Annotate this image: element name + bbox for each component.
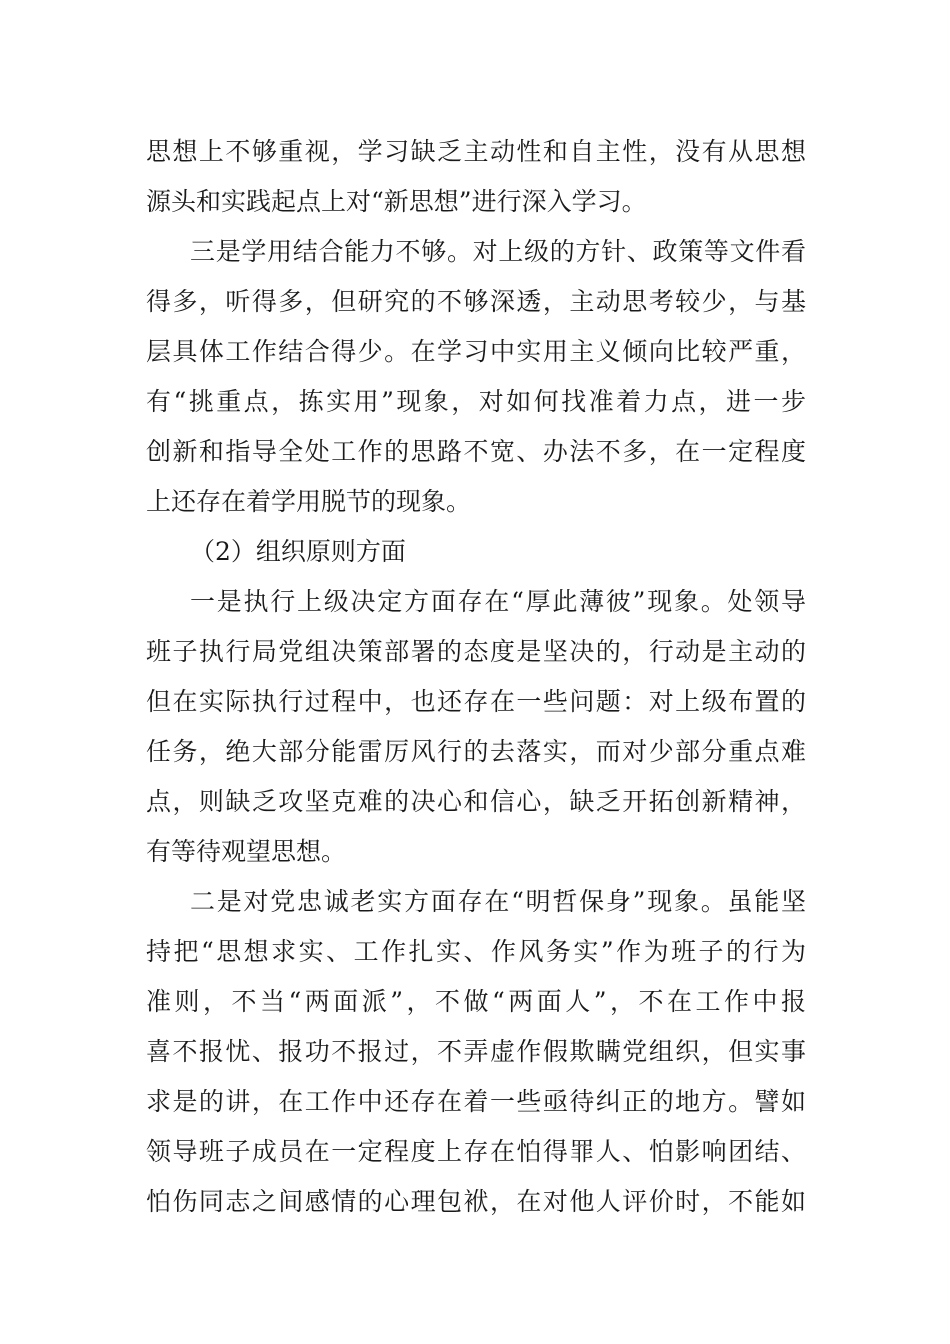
section-heading: （2）组织原则方面 <box>190 537 406 566</box>
text-line: 但在实际执行过程中，也还存在一些问题：对上级布置的 <box>146 687 806 716</box>
text-line: 创新和指导全处工作的思路不宽、办法不多，在一定程度 <box>146 437 806 466</box>
text-line: 求是的讲，在工作中还存在着一些亟待纠正的地方。譬如 <box>146 1087 806 1116</box>
text-line: 点，则缺乏攻坚克难的决心和信心，缺乏开拓创新精神， <box>146 787 806 816</box>
text-line: 得多，听得多，但研究的不够深透，主动思考较少，与基 <box>146 287 806 316</box>
paragraph-first-line: 二是对党忠诚老实方面存在“明哲保身”现象。虽能坚 <box>190 887 806 916</box>
text-line: 层具体工作结合得少。在学习中实用主义倾向比较严重， <box>146 337 806 366</box>
text-line: 持把“思想求实、工作扎实、作风务实”作为班子的行为 <box>146 937 806 966</box>
text-line: 班子执行局党组决策部署的态度是坚决的，行动是主动的 <box>146 637 806 666</box>
text-line: 准则，不当“两面派”，不做“两面人”，不在工作中报 <box>146 987 806 1016</box>
text-line: 任务，绝大部分能雷厉风行的去落实，而对少部分重点难 <box>146 737 806 766</box>
paragraph-first-line: 一是执行上级决定方面存在“厚此薄彼”现象。处领导 <box>190 587 806 616</box>
text-line: 源头和实践起点上对“新思想”进行深入学习。 <box>146 187 647 216</box>
text-line: 喜不报忧、报功不报过，不弄虚作假欺瞒党组织，但实事 <box>146 1037 806 1066</box>
text-line: 思想上不够重视，学习缺乏主动性和自主性，没有从思想 <box>146 137 806 166</box>
text-line: 领导班子成员在一定程度上存在怕得罪人、怕影响团结、 <box>146 1137 806 1166</box>
text-line: 上还存在着学用脱节的现象。 <box>146 487 472 516</box>
text-line: 怕伤同志之间感情的心理包袱，在对他人评价时，不能如 <box>146 1187 806 1216</box>
text-line: 有等待观望思想。 <box>146 837 347 866</box>
text-line: 有“挑重点，拣实用”现象，对如何找准着力点，进一步 <box>146 387 806 416</box>
paragraph-first-line: 三是学用结合能力不够。对上级的方针、政策等文件看 <box>190 237 806 266</box>
